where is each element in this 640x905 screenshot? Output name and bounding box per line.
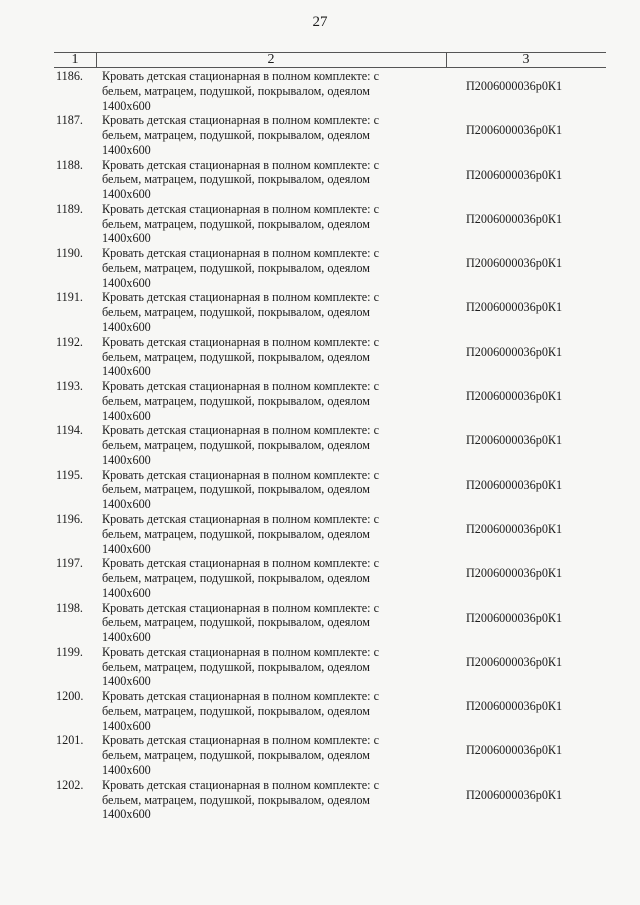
row-description: Кровать детская стационарная в полном комплекте: с бельем, матрацем, подушкой, покрывалом, одеялом 1400х600	[102, 511, 379, 556]
row-code: П2006000036р0К1	[466, 79, 563, 93]
row-code: П2006000036р0К1	[466, 699, 563, 714]
row-code: П2006000036р0К1	[466, 566, 563, 581]
row-number: 1194.	[56, 423, 83, 438]
table-row	[54, 511, 606, 555]
row-code: П2006000036р0К1	[466, 300, 563, 315]
row-number: 1187.	[56, 113, 83, 128]
table-row	[54, 245, 606, 289]
table-row	[54, 555, 606, 599]
row-code: П2006000036р0К1	[466, 211, 563, 226]
table-row	[54, 644, 606, 688]
table-row	[54, 334, 606, 378]
row-description: Кровать детская стационарная в полном комплекте: с бельем, матрацем, подушкой, покрывалом, одеялом 1400х600	[102, 334, 379, 379]
column-header-3: 3	[522, 52, 530, 67]
row-code: П2006000036р0К1	[466, 167, 563, 182]
row-description: Кровать детская стационарная в полном комплекте: с бельем, матрацем, подушкой, покрывалом, одеялом 1400х600	[102, 556, 379, 600]
table-row	[54, 201, 606, 245]
row-code: П2006000036р0К1	[466, 654, 563, 669]
row-number: 1186.	[56, 69, 83, 83]
row-number: 1193.	[56, 379, 83, 394]
row-number: 1199.	[56, 644, 83, 659]
table-row	[54, 467, 606, 511]
row-number: 1196.	[56, 511, 83, 526]
row-code: П2006000036р0К1	[466, 389, 563, 404]
row-description: Кровать детская стационарная в полном комплекте: с бельем, матрацем, подушкой, покрывалом, одеялом 1400х600	[102, 644, 379, 689]
row-number: 1191.	[56, 290, 83, 305]
row-number: 1200.	[56, 689, 84, 704]
row-description: Кровать детская стационарная в полном комплекте: с бельем, матрацем, подушкой, покрывалом, одеялом 1400х600	[102, 201, 379, 246]
page-number: 27	[312, 14, 328, 30]
table-row	[54, 112, 606, 156]
row-code: П2006000036р0К1	[466, 256, 563, 271]
inventory-table	[54, 52, 606, 821]
row-description: Кровать детская стационарная в полном комплекте: с бельем, матрацем, подушкой, покрывалом, одеялом 1400х600	[102, 246, 379, 290]
row-description: Кровать детская стационарная в полном комплекте: с бельем, матрацем, подушкой, покрывалом, одеялом 1400х600	[102, 113, 379, 157]
table-row	[54, 157, 606, 201]
table-row	[54, 378, 606, 422]
column-header-2: 2	[96, 53, 447, 67]
row-code: П2006000036р0К1	[466, 344, 563, 359]
row-number: 1195.	[56, 467, 83, 482]
table-row	[54, 732, 606, 776]
row-code: П2006000036р0К1	[466, 521, 563, 536]
row-code: П2006000036р0К1	[466, 477, 563, 492]
table-row	[54, 68, 606, 112]
row-code: П2006000036р0К1	[466, 123, 563, 138]
table-row	[54, 688, 606, 732]
row-description: Кровать детская стационарная в полном комплекте: с бельем, матрацем, подушкой, покрывалом, одеялом 1400х600	[102, 157, 379, 202]
row-number: 1188.	[56, 157, 83, 172]
row-number: 1198.	[56, 600, 83, 615]
row-code: П2006000036р0К1	[466, 610, 563, 625]
row-description: Кровать детская стационарная в полном комплекте: с бельем, матрацем, подушкой, покрывалом, одеялом 1400х600	[102, 689, 379, 733]
row-description: Кровать детская стационарная в полном комплекте: с бельем, матрацем, подушкой, покрывалом, одеялом 1400х600	[102, 379, 379, 423]
row-description: Кровать детская стационарная в полном комплекте: с бельем, матрацем, подушкой, покрывалом, одеялом 1400х600	[102, 423, 379, 467]
row-description: Кровать детская стационарная в полном комплекте: с бельем, матрацем, подушкой, покрывалом, одеялом 1400х600	[102, 69, 379, 113]
table-row	[54, 600, 606, 644]
row-description: Кровать детская стационарная в полном комплекте: с бельем, матрацем, подушкой, покрывалом, одеялом 1400х600	[102, 467, 379, 512]
row-description: Кровать детская стационарная в полном комплекте: с бельем, матрацем, подушкой, покрывалом, одеялом 1400х600	[102, 733, 379, 778]
table-body	[54, 68, 606, 821]
row-number: 1201.	[56, 733, 84, 748]
row-description: Кровать детская стационарная в полном комплекте: с бельем, матрацем, подушкой, покрывалом, одеялом 1400х600	[102, 290, 379, 335]
column-header-1: 1	[54, 53, 97, 67]
row-description: Кровать детская стационарная в полном комплекте: с бельем, матрацем, подушкой, покрывалом, одеялом 1400х600	[102, 777, 379, 822]
row-code: П2006000036р0К1	[466, 743, 563, 758]
row-number: 1192.	[56, 334, 83, 349]
row-code: П2006000036р0К1	[466, 433, 563, 448]
table-row	[54, 289, 606, 333]
row-number: 1189.	[56, 201, 83, 216]
row-description: Кровать детская стационарная в полном комплекте: с бельем, матрацем, подушкой, покрывалом, одеялом 1400х600	[102, 600, 379, 645]
table-row	[54, 777, 606, 821]
row-code: П2006000036р0К1	[466, 787, 563, 802]
table-row	[54, 422, 606, 466]
table-header-row	[54, 52, 606, 68]
row-number: 1197.	[56, 556, 83, 571]
row-number: 1202.	[56, 777, 84, 792]
row-number: 1190.	[56, 246, 83, 261]
